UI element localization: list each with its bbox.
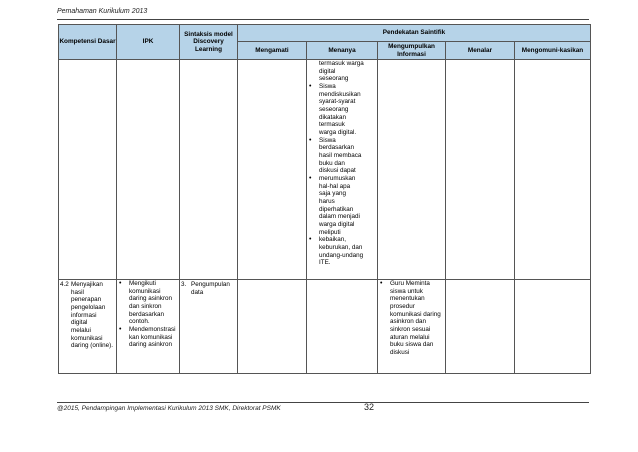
- list-item: • Guru Meminta siswa untuk menentukan prosedur komunikasi daring asinkron dan sinkron sesuai aturan melalui buku siswa dan diskusi: [378, 280, 443, 357]
- menanya-list: [307, 60, 377, 267]
- list-item: • kebaikan, keburukan, dan undang-undang ITE.: [307, 236, 375, 267]
- header-menanya: Menanya: [307, 42, 378, 60]
- cell-kd-4-2: [59, 280, 117, 374]
- list-item: • Mengikuti komunikasi daring asinkron dan sinkron berdasarkan contoh.: [117, 280, 177, 326]
- ipk-list: [117, 280, 179, 349]
- footer-text: @2015, Pendampingan Implementasi Kurikulum 2013 SMK, Direktorat PSMK: [57, 405, 281, 412]
- table-row: [59, 280, 591, 374]
- cell-sintaksis: [180, 280, 238, 374]
- list-item: termasuk warga digital seseorang: [319, 60, 364, 83]
- sintaksis-number: 3.: [181, 281, 187, 288]
- kd-item: 4.2 Menyajikan hasil penerapan pengelolaan informasi digital melalui komunikasi daring (online).: [60, 281, 114, 350]
- page-number: 32: [364, 402, 375, 412]
- header-mengamati: Mengamati: [238, 42, 307, 60]
- table-row: [59, 60, 591, 280]
- cell-mengumpulkan: [378, 280, 446, 374]
- cell-menalar: [446, 280, 515, 374]
- cell-mengumpulkan-continued: [378, 60, 446, 280]
- sintaksis-item: 3. Pengumpulan data: [181, 281, 230, 296]
- header-sintaksis: Sintaksis model Discovery Learning: [180, 25, 238, 60]
- cell-sintaksis-continued: [180, 60, 238, 280]
- header-kompetensi-dasar: Kompetensi Dasar: [59, 25, 117, 60]
- list-item: • merumuskan hal-hal apa saja yang harus diperhatikan dalam menjadi warga digital meliputi: [307, 175, 375, 236]
- cell-ipk-continued: [117, 60, 180, 280]
- list-item: • Siswa mendiskusikan syarat-syarat seseorang dikatakan termasuk warga digital.: [307, 83, 375, 137]
- page-header-title: Pemahaman Kurikulum 2013: [57, 8, 148, 15]
- header-mengumpulkan: Mengumpulkan Informasi: [378, 42, 446, 60]
- header-menalar: Menalar: [446, 42, 515, 60]
- header-divider: [57, 19, 589, 20]
- header-ipk: IPK: [117, 25, 180, 60]
- cell-menalar-continued: [446, 60, 515, 280]
- cell-menanya-continued: [307, 60, 378, 280]
- footer-divider: [57, 402, 589, 403]
- cell-mengkomunikasikan-continued: [515, 60, 591, 280]
- header-pendekatan-saintifik: Pendekatan Saintifik: [238, 25, 591, 42]
- kd-number: 4.2: [60, 281, 69, 288]
- cell-mengamati-continued: [238, 60, 307, 280]
- cell-mengkomunikasikan: [515, 280, 591, 374]
- cell-mengamati: [238, 280, 307, 374]
- cell-kd-continued: [59, 60, 117, 280]
- cell-menanya: [307, 280, 378, 374]
- list-item: • Mendemonstrasi kan komunikasi daring asinkron: [117, 326, 177, 349]
- list-item: • Siswa berdasarkan hasil membaca buku dan diskusi dapat: [307, 137, 375, 175]
- mengumpulkan-list: [378, 280, 445, 357]
- header-mengkomunikasikan: Mengomuni-kasikan: [515, 42, 591, 60]
- cell-ipk: [117, 280, 180, 374]
- lesson-plan-table: [58, 24, 591, 374]
